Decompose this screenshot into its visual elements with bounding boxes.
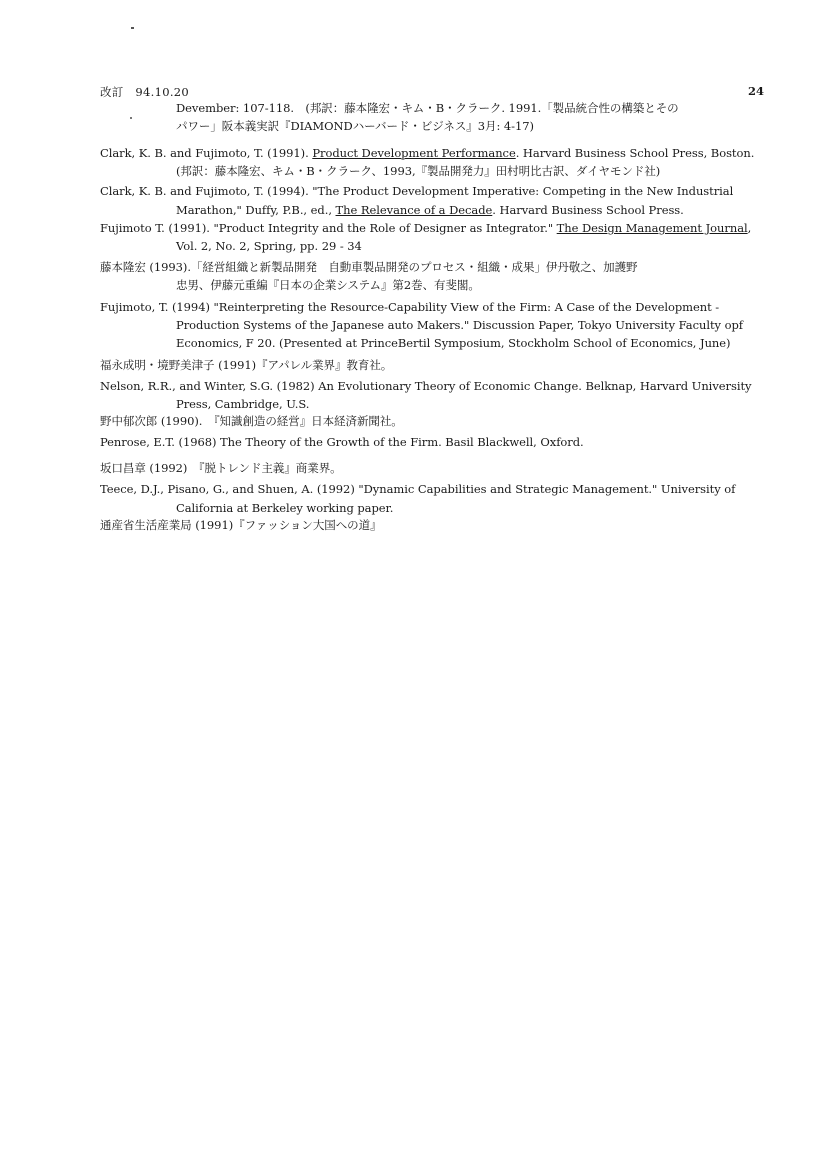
reference-line bbox=[100, 220, 751, 236]
reference-line bbox=[100, 460, 342, 476]
reference-text: Penrose, E.T. (1968) The Theory of the Growth of the Firm. Basil Blackwell, Oxford. bbox=[100, 435, 584, 449]
reference-line bbox=[176, 202, 684, 218]
reference-line bbox=[100, 145, 754, 161]
reference-title-underlined: The Design Management Journal bbox=[556, 221, 748, 235]
reference-text: . Harvard Business School Press. bbox=[492, 203, 684, 217]
reference-text: Economics, F 20. (Presented at PrinceBertil Symposium, Stockholm School of Economics, June) bbox=[176, 336, 731, 350]
reference-text: Teece, D.J., Pisano, G., and Shuen, A. (1992) "Dynamic Capabilities and Strategic Management." University of bbox=[100, 482, 736, 496]
reference-line bbox=[100, 259, 638, 275]
reference-text: , bbox=[747, 221, 752, 235]
reference-text: 通産省生活産業局 (1991)『ファッション大国への道』 bbox=[100, 518, 382, 532]
reference-text: Fujimoto, T. (1994) "Reinterpreting the Resource-Capability View of the Firm: A Case of the Development - bbox=[100, 300, 720, 314]
reference-text: 坂口昌章 (1992) 『脱トレンド主義』商業界。 bbox=[100, 461, 342, 475]
reference-text: Nelson, R.R., and Winter, S.G. (1982) An Evolutionary Theory of Economic Change. Belknap, Harvard University bbox=[100, 379, 752, 393]
reference-line bbox=[100, 378, 751, 394]
reference-text: . Harvard Business School Press, Boston. bbox=[515, 146, 755, 160]
reference-line bbox=[100, 357, 392, 373]
reference-line bbox=[100, 183, 733, 199]
reference-title-underlined: Product Development Performance bbox=[312, 146, 516, 160]
reference-text: (邦訳：藤本隆宏、キム・B・クラーク、1993,『製品開発力』田村明比古訳、ダイヤモンド社) bbox=[176, 164, 661, 178]
reference-text: Marathon," Duffy, P.B., ed., bbox=[176, 203, 336, 217]
reference-line bbox=[176, 238, 362, 254]
reference-text: 野中郁次郎 (1990). 『知識創造の経営』日本経済新聞社。 bbox=[100, 414, 403, 428]
reference-text: Vol. 2, No. 2, Spring, pp. 29 - 34 bbox=[176, 239, 362, 253]
page-number: 24 bbox=[748, 84, 765, 98]
reference-line bbox=[176, 335, 730, 351]
reference-line bbox=[100, 299, 719, 315]
reference-line bbox=[176, 100, 679, 116]
reference-line bbox=[176, 500, 393, 516]
reference-line bbox=[176, 118, 534, 134]
scan-speck bbox=[130, 117, 132, 119]
reference-line bbox=[176, 163, 660, 179]
reference-text: Fujimoto T. (1991). "Product Integrity and the Role of Designer as Integrator." bbox=[100, 221, 557, 235]
reference-line bbox=[100, 481, 735, 497]
reference-line bbox=[176, 396, 309, 412]
reference-text: パワー」阪本義実訳『DIAMONDハーバード・ビジネス』3月: 4-17) bbox=[176, 119, 534, 133]
reference-text: Clark, K. B. and Fujimoto, T. (1994). "The Product Development Imperative: Competing in the New Industrial bbox=[100, 184, 734, 198]
reference-text: 福永成明・境野美津子 (1991)『アパレル業界』教育社。 bbox=[100, 358, 393, 372]
reference-text: 藤本隆宏 (1993).「経営組織と新製品開発 自動車製品開発のプロセス・組織・成果」伊丹敬之、加護野 bbox=[100, 260, 638, 274]
reference-text: Clark, K. B. and Fujimoto, T. (1991). bbox=[100, 146, 313, 160]
reference-line bbox=[100, 413, 403, 429]
reference-text: Press, Cambridge, U.S. bbox=[176, 397, 310, 411]
revision-date: 改訂 94.10.20 bbox=[100, 85, 190, 99]
reference-title-underlined: The Relevance of a Decade bbox=[335, 203, 493, 217]
reference-text: Devember: 107-118. (邦訳：藤本隆宏・キム・B・クラーク. 1991.「製品統合性の構築とその bbox=[176, 101, 679, 115]
reference-text: Production Systems of the Japanese auto Makers." Discussion Paper, Tokyo University Faculty opf bbox=[176, 318, 743, 332]
reference-line bbox=[176, 317, 743, 333]
scan-speck bbox=[131, 27, 134, 29]
reference-text: California at Berkeley working paper. bbox=[176, 501, 394, 515]
reference-line bbox=[100, 434, 584, 450]
reference-line bbox=[176, 277, 480, 293]
reference-text: 忠男、伊藤元重編『日本の企業システム』第2巻、有斐閣。 bbox=[176, 278, 480, 292]
reference-line bbox=[100, 517, 382, 533]
